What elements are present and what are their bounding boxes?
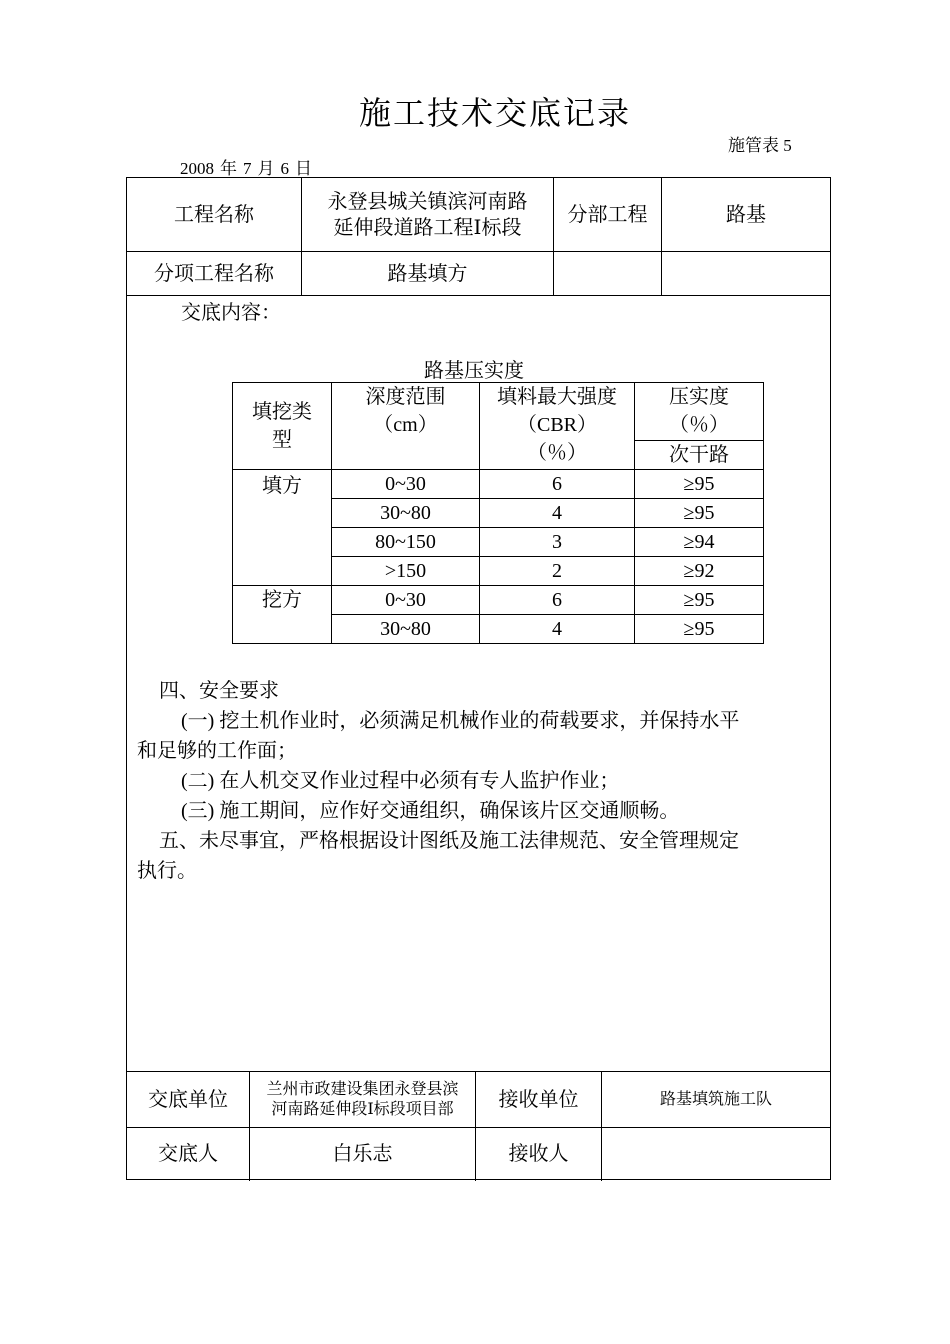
receiver-unit-value: 路基填筑施工队	[659, 1090, 772, 1108]
date-month: 7	[243, 159, 252, 178]
compaction-table-title: 路基压实度	[424, 360, 524, 382]
subitem-label: 分项工程名称	[154, 262, 274, 285]
cbr-cell: 6	[480, 586, 635, 615]
receiver-label: 接收人	[508, 1143, 569, 1165]
date-year-unit: 年	[220, 159, 237, 178]
col-subheader-road: 次干路	[635, 440, 764, 469]
issuer-unit-line: 兰州市政建设集团永登县滨	[266, 1080, 459, 1098]
col-header-depth-line: （cm）	[373, 414, 438, 436]
project-name-value	[302, 178, 553, 251]
date-day-unit: 日	[295, 159, 312, 178]
issuer-label: 交底人	[158, 1143, 218, 1165]
col-header-type	[233, 383, 332, 470]
cbr-cell: 2	[480, 557, 635, 586]
section-4-heading: 四、安全要求	[159, 680, 279, 702]
record-form	[126, 177, 831, 1180]
safety-item-3: (三) 施工期间，应作好交通组织，确保该片区交通顺畅。	[181, 800, 680, 822]
col-header-cbr-line: （％）	[527, 442, 587, 464]
issuer-unit-value	[250, 1072, 475, 1127]
depth-cell: 30~80	[332, 615, 480, 644]
date-year: 2008	[180, 159, 214, 178]
compaction-cell: ≥92	[635, 557, 764, 586]
depth-cell: 80~150	[332, 528, 480, 557]
compaction-cell: ≥94	[635, 528, 764, 557]
col-header-depth	[332, 383, 480, 470]
division-label: 分部工程	[567, 203, 648, 226]
receiver-unit-label: 接收单位	[498, 1088, 579, 1111]
depth-cell: 0~30	[332, 470, 480, 499]
type-fill: 填方	[233, 470, 332, 586]
section-5: 五、未尽事宜，严格根据设计图纸及施工法律规范、安全管理规定	[159, 830, 739, 852]
compaction-cell: ≥95	[635, 499, 764, 528]
form-number: 施管表 5	[728, 136, 792, 155]
division-value: 路基	[726, 203, 766, 226]
subitem-value: 路基填方	[387, 262, 468, 285]
safety-item-2: (二) 在人机交叉作业过程中必须有专人监护作业；	[181, 770, 620, 792]
section-5-cont: 执行。	[137, 860, 197, 882]
project-name-label: 工程名称	[174, 203, 254, 226]
compaction-cell: ≥95	[635, 470, 764, 499]
project-name-line: 延伸段道路工程Ⅰ标段	[333, 216, 522, 239]
col-header-compaction-line: （％）	[669, 414, 729, 436]
page-title: 施工技术交底记录	[358, 95, 631, 131]
safety-item-1: (一) 挖土机作业时，必须满足机械作业的荷载要求，并保持水平	[181, 710, 740, 732]
receiver-value	[602, 1128, 830, 1180]
col-header-cbr-line: （CBR）	[516, 414, 598, 436]
col-header-cbr-line: 填料最大强度	[497, 386, 617, 408]
depth-cell: >150	[332, 557, 480, 586]
cbr-cell: 4	[480, 499, 635, 528]
project-name-line: 永登县城关镇滨河南路	[327, 190, 528, 213]
col-header-type-line: 型	[272, 429, 292, 451]
divider	[127, 295, 830, 296]
depth-cell: 0~30	[332, 586, 480, 615]
depth-cell: 30~80	[332, 499, 480, 528]
compaction-cell: ≥95	[635, 586, 764, 615]
record-date	[180, 154, 318, 179]
safety-item-1-cont: 和足够的工作面；	[137, 740, 297, 762]
col-header-compaction-line: 压实度	[669, 386, 729, 408]
cbr-cell: 6	[480, 470, 635, 499]
cbr-cell: 3	[480, 528, 635, 557]
issuer-unit-line: 河南路延伸段Ⅰ标段项目部	[271, 1100, 454, 1118]
col-header-type-line: 填挖类	[252, 401, 312, 423]
safety-section	[137, 676, 806, 886]
issuer-value: 白乐志	[332, 1143, 393, 1165]
date-month-unit: 月	[257, 159, 275, 178]
compaction-table	[232, 382, 764, 644]
cbr-cell: 4	[480, 615, 635, 644]
content-heading	[137, 298, 806, 328]
issuer-unit-label: 交底单位	[148, 1088, 228, 1111]
col-header-depth-line: 深度范围	[365, 386, 446, 408]
date-day: 6	[280, 159, 289, 178]
col-header-compaction	[635, 383, 764, 441]
type-cut: 挖方	[233, 586, 332, 644]
col-header-cbr	[480, 383, 635, 470]
compaction-cell: ≥95	[635, 615, 764, 644]
content-heading-text: 交底内容：	[181, 302, 281, 324]
